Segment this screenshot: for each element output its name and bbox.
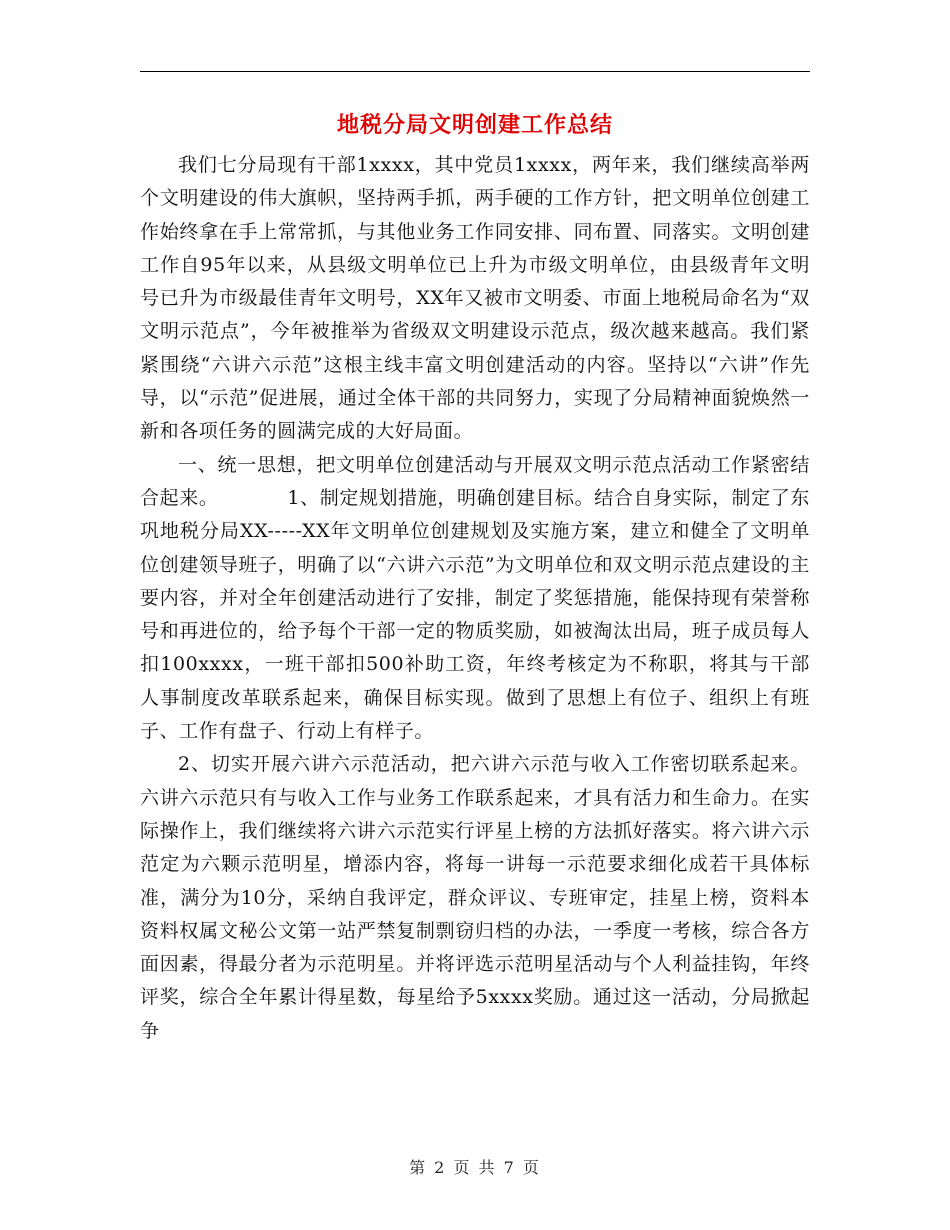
footer-suffix: 页 bbox=[522, 1158, 541, 1177]
footer-current-page: 2 bbox=[434, 1158, 447, 1177]
footer-middle: 页 共 bbox=[453, 1158, 497, 1177]
footer-total-pages: 7 bbox=[503, 1158, 516, 1177]
footer-prefix: 第 bbox=[409, 1158, 428, 1177]
header-rule bbox=[140, 71, 810, 72]
document-body bbox=[140, 149, 810, 1048]
paragraph-section-one: 一、统一思想，把文明单位创建活动与开展双文明示范点活动工作紧密结合起来。 1、制定规划措施，明确创建目标。结合自身实际，制定了东巩地税分局XX-----XX年文明单位创建规划及实施方案，建立和健全了文明单位创建领导班子，明确了以“六讲六示范”为文明单位和双文明示范点建设的主要内容，并对全年创建活动进行了安排，制定了奖惩措施，能保持现有荣誉称号和再进位的，给予每个干部一定的物质奖励，如被淘汰出局，班子成员每人扣100xxxx，一班干部扣500补助工资，年终考核定为不称职，将其与干部人事制度改革联系起来，确保目标实现。做到了思想上有位子、组织上有班子、工作有盘子、行动上有样子。 bbox=[140, 453, 810, 743]
document-title: 地税分局文明创建工作总结 bbox=[336, 112, 613, 138]
paragraph-intro: 我们七分局现有干部1xxxx，其中党员1xxxx，两年来，我们继续高举两个文明建设的伟大旗帜，坚持两手抓，两手硬的工作方针，把文明单位创建工作始终拿在手上常常抓，与其他业务工作同安排、同布置、同落实。文明创建工作自95年以来，从县级文明单位已上升为市级文明单位，由县级青年文明号已升为市级最佳青年文明号，XX年又被市文明委、市面上地税局命名为“双文明示范点”，今年被推举为省级双文明建设示范点，级次越来越高。我们紧紧围绕“六讲六示范”这根主线丰富文明创建活动的内容。坚持以“六讲”作先导，以“示范”促进展，通过全体干部的共同努力，实现了分局精神面貌焕然一新和各项任务的圆满完成的大好局面。 bbox=[140, 154, 810, 443]
page-footer bbox=[0, 1155, 950, 1178]
paragraph-item-two: 2、切实开展六讲六示范活动，把六讲六示范与收入工作密切联系起来。六讲六示范只有与收入工作与业务工作联系起来，才具有活力和生命力。在实际操作上，我们继续将六讲六示范实行评星上榜的方法抓好落实。将六讲六示范定为六颗示范明星，增添内容，将每一讲每一示范要求细化成若干具体标准，满分为10分，采纳自我评定，群众评议、专班审定，挂星上榜，资料本资料权属文秘公文第一站严禁复制剽窃归档的办法，一季度一考核，综合各方面因素，得最分者为示范明星。并将评选示范明星活动与个人利益挂钩，年终评奖，综合全年累计得星数，每星给予5xxxx奖励。通过这一活动，分局掀起争 bbox=[140, 753, 810, 1042]
